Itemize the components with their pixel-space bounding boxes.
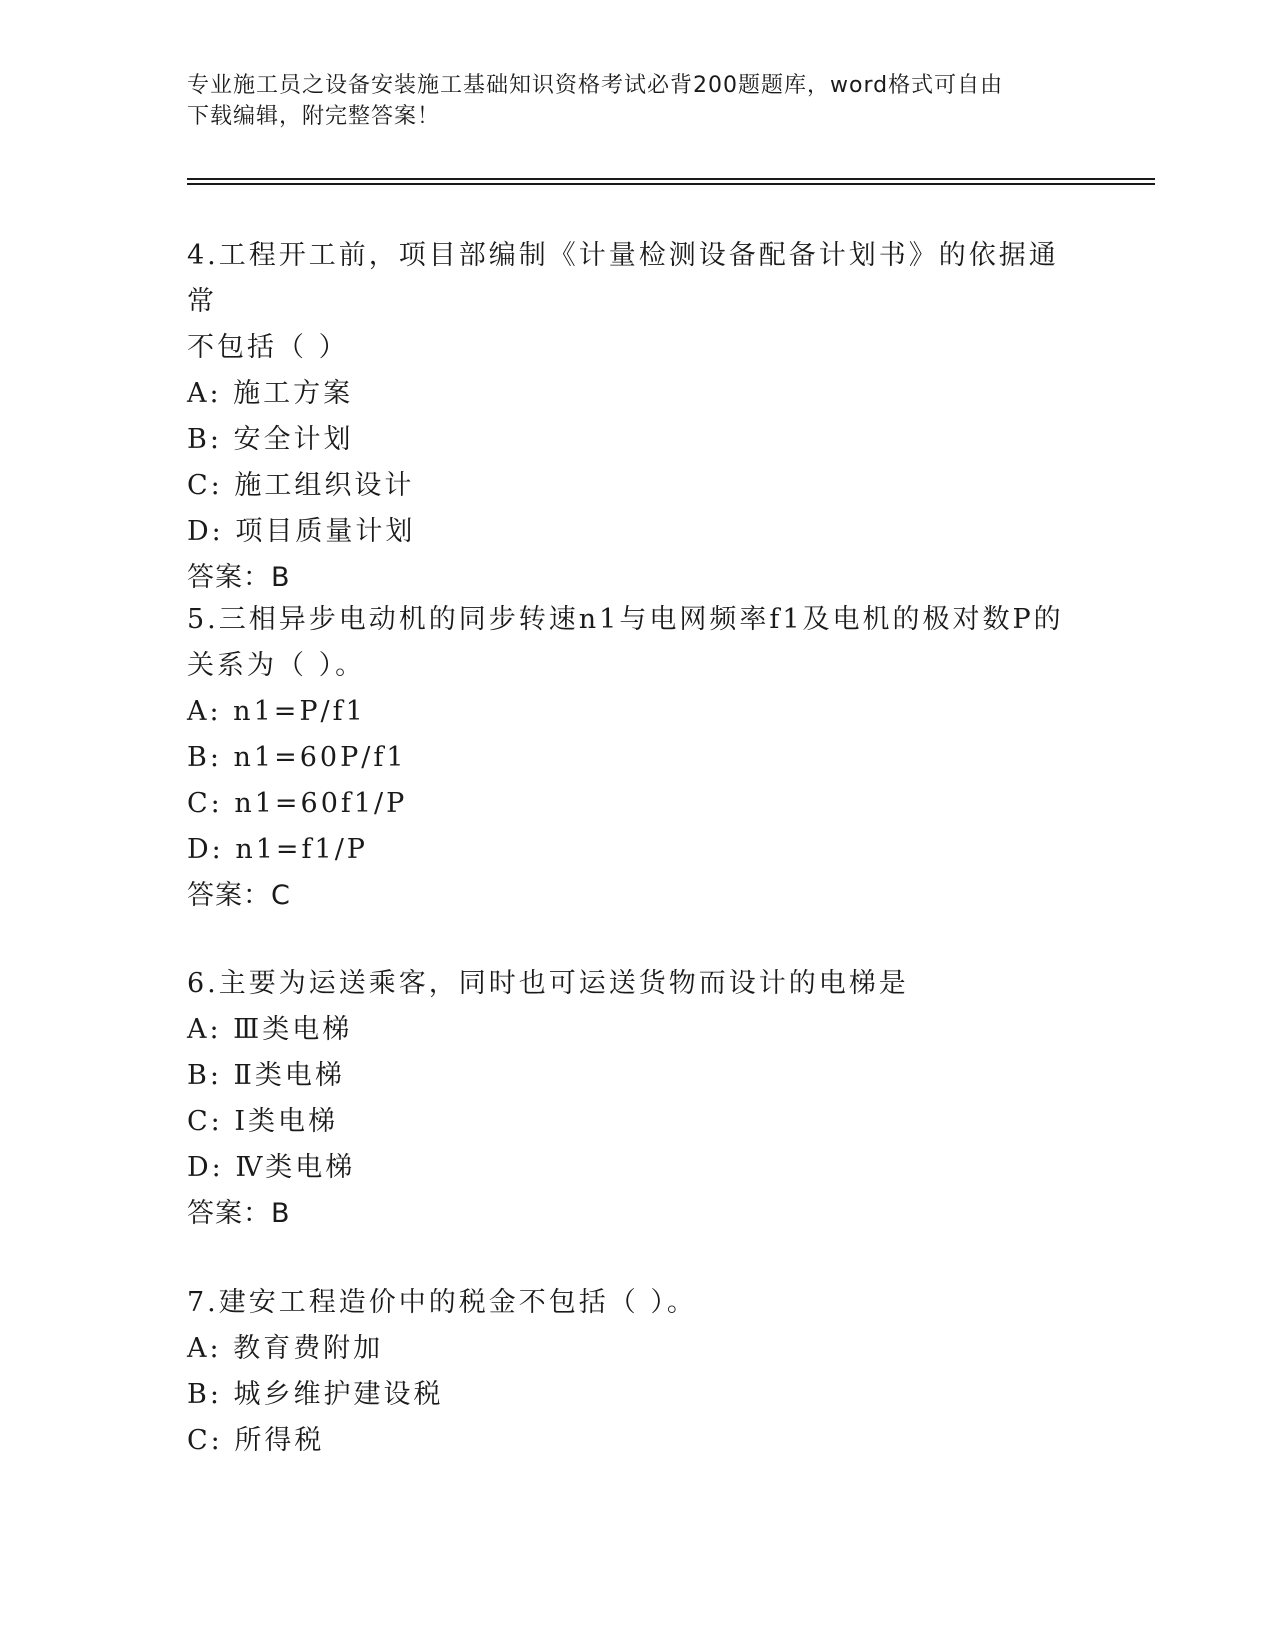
question-6: [187, 961, 1067, 1237]
answer: 答案：B: [187, 1198, 291, 1229]
question-stem-continued: 关系为（ ）。: [187, 650, 366, 681]
option-a: A: 教育费附加: [187, 1333, 384, 1364]
header-line-1: 专业施工员之设备安装施工基础知识资格考试必背200题题库，word格式可自由: [187, 73, 1004, 98]
header-divider-top: [187, 178, 1155, 180]
option-b: B: 城乡维护建设税: [187, 1379, 444, 1410]
option-a: A: n1=P/f1: [187, 696, 366, 727]
header-divider-bottom: [187, 183, 1155, 185]
option-d: D: Ⅳ类电梯: [187, 1152, 356, 1183]
answer: 答案：B: [187, 562, 291, 593]
question-5: [187, 597, 1067, 919]
option-c: C: 施工组织设计: [187, 470, 415, 501]
option-a: A: Ⅲ类电梯: [187, 1014, 353, 1045]
answer: 答案：C: [187, 880, 291, 911]
option-d: D: 项目质量计划: [187, 516, 416, 547]
option-c: C: n1=60f1/P: [187, 788, 408, 819]
question-4: [187, 233, 1067, 601]
option-b: B: n1=60P/f1: [187, 742, 407, 773]
option-a: A: 施工方案: [187, 378, 354, 409]
question-stem: 5.三相异步电动机的同步转速n1与电网频率f1及电机的极对数P的: [187, 604, 1064, 635]
question-stem: 7.建安工程造价中的税金不包括（ ）。: [187, 1287, 697, 1318]
option-b: B: Ⅱ类电梯: [187, 1060, 345, 1091]
question-stem: 6.主要为运送乘客，同时也可运送货物而设计的电梯是: [187, 968, 909, 999]
header-line-2: 下载编辑，附完整答案！: [187, 104, 441, 129]
option-c: C: 所得税: [187, 1425, 325, 1456]
option-b: B: 安全计划: [187, 424, 354, 455]
question-7: [187, 1280, 1067, 1464]
option-c: C: Ⅰ类电梯: [187, 1106, 339, 1137]
option-d: D: n1=f1/P: [187, 834, 368, 865]
question-stem-continued: 不包括（ ）: [187, 332, 349, 363]
document-header: [187, 70, 1087, 132]
question-stem: 4.工程开工前，项目部编制《计量检测设备配备计划书》的依据通常: [187, 240, 1059, 317]
